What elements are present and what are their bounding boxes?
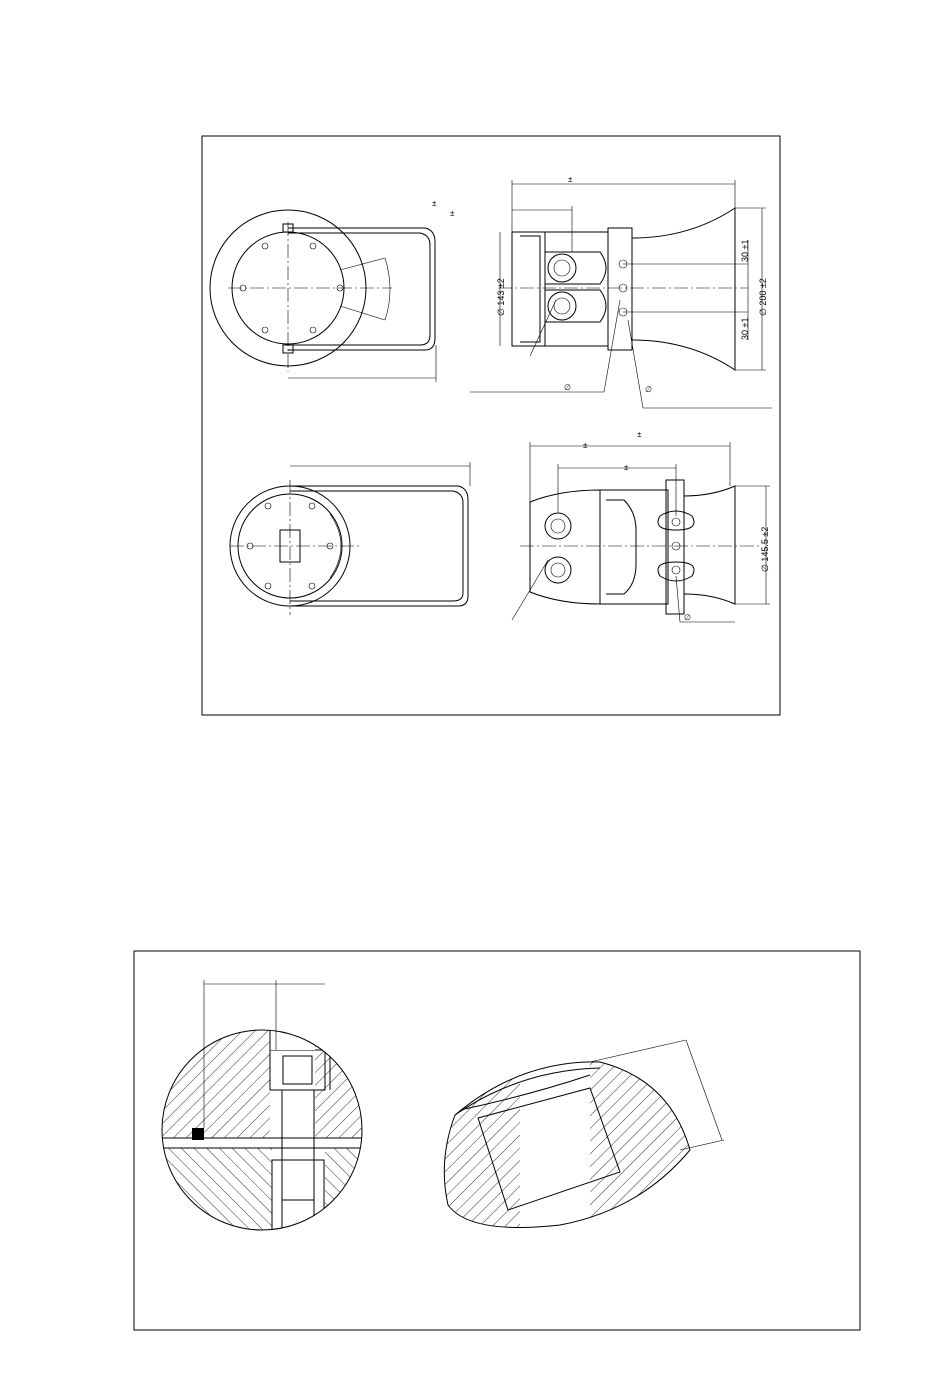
dim-pitch-bottom: 30 ±1 — [740, 317, 750, 340]
front-view — [210, 210, 436, 382]
rear-view — [230, 462, 470, 615]
dim-pm-5: ± — [583, 441, 588, 450]
dim-pm-1: ± — [568, 175, 573, 184]
bottom-side-view — [512, 442, 770, 622]
side-view — [470, 180, 772, 408]
dim-phi-a: ∅ — [564, 383, 571, 392]
dim-phi-b: ∅ — [645, 385, 652, 394]
dim-pitch-top: 30 ±1 — [740, 239, 750, 262]
dim-pm-6: ± — [624, 463, 629, 472]
dim-pm-2: ± — [432, 199, 437, 208]
dim-pm-4: ± — [637, 430, 642, 439]
detail-b-section — [430, 1040, 724, 1250]
drawing-frame-top — [202, 136, 780, 715]
dim-phi-c: ∅ — [684, 613, 691, 622]
dim-pm-3: ± — [450, 209, 455, 218]
dim-143: ∅ 143 ±2 — [496, 278, 506, 316]
detail-a-section — [150, 980, 400, 1298]
dim-145: ∅ 145.5 ±2 — [760, 526, 770, 572]
dim-200: ∅ 200 ±2 — [758, 278, 768, 316]
